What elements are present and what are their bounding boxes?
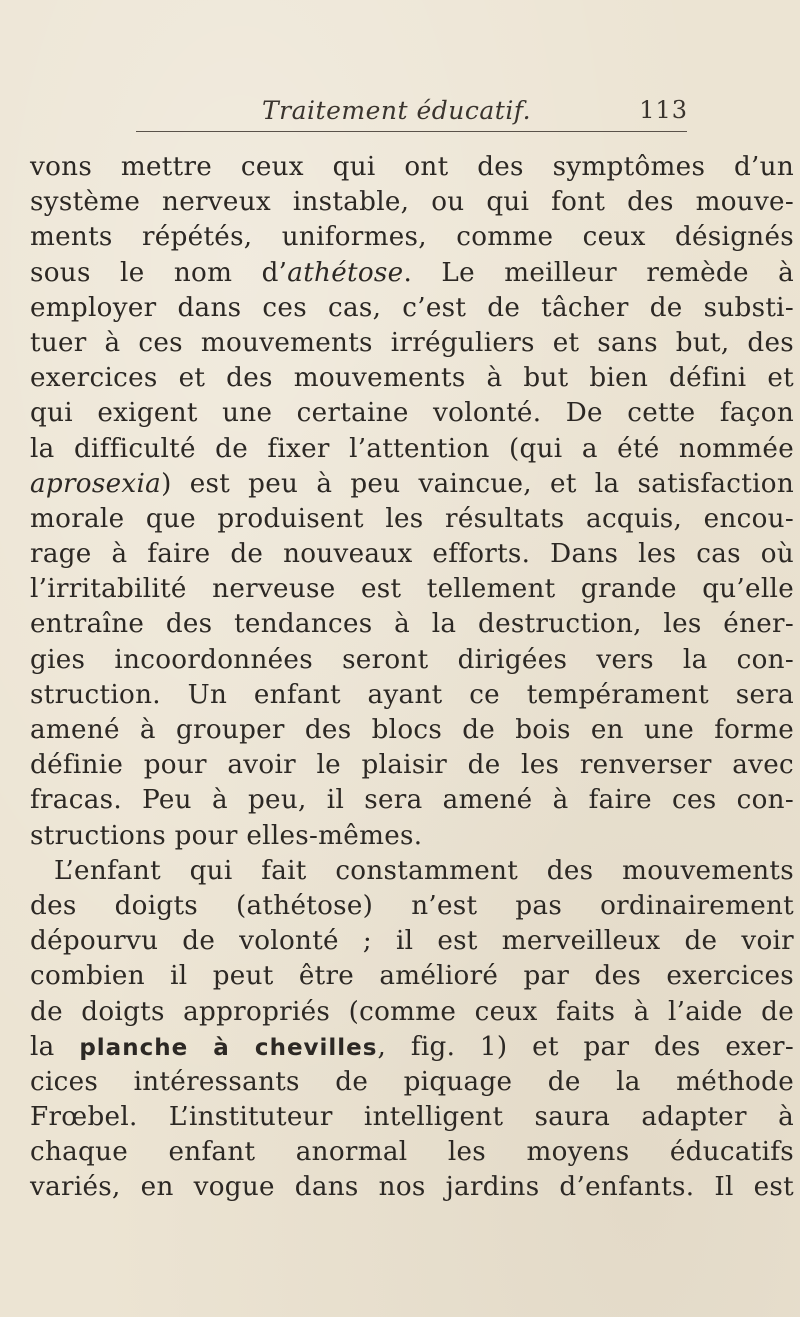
text-line — [30, 995, 794, 1030]
text-line — [30, 643, 794, 678]
text-segment: cices intéressants de piquage de la méthode — [30, 1066, 794, 1097]
header-rule — [136, 131, 687, 132]
text-line — [30, 150, 794, 185]
text-line — [30, 396, 794, 431]
text-segment: tuer à ces mouvements irréguliers et sans but, des — [30, 327, 794, 358]
text-segment: de doigts appropriés (comme ceux faits à l’aide de — [30, 996, 794, 1027]
text-line — [30, 361, 794, 396]
text-segment: définie pour avoir le plaisir de les renverser avec — [30, 750, 794, 781]
text-line — [30, 819, 794, 854]
text-line — [30, 537, 794, 572]
text-line — [30, 572, 794, 607]
text-segment: gies incoordonnées seront dirigées vers la con- — [30, 644, 794, 675]
text-line — [30, 220, 794, 255]
text-segment: morale que produisent les résultats acquis, encou- — [30, 503, 794, 534]
text-segment: chaque enfant anormal les moyens éducatifs — [30, 1137, 794, 1168]
text-segment: l’irritabilité nerveuse est tellement grande qu’elle — [30, 574, 794, 605]
text-line — [30, 748, 794, 783]
text-line — [30, 607, 794, 642]
text-line — [30, 1100, 794, 1135]
text-segment: structions pour elles-mêmes. — [30, 820, 423, 851]
text-line — [30, 959, 794, 994]
text-segment: ments répétés, uniformes, comme ceux désignés — [30, 222, 794, 253]
text-segment: , fig. 1) et par des exer- — [377, 1031, 794, 1062]
text-line — [30, 889, 794, 924]
text-segment: L’enfant qui fait constamment des mouvements — [54, 855, 794, 886]
text-line — [30, 1135, 794, 1170]
text-line — [30, 467, 794, 502]
italic-term: athétose — [287, 257, 404, 288]
page-number: 113 — [639, 96, 688, 124]
emphasized-term: planche à chevilles — [79, 1034, 378, 1061]
text-line — [30, 924, 794, 959]
text-segment: struction. Un enfant ayant ce tempérament sera — [30, 679, 794, 710]
text-segment: . Le meilleur remède à — [403, 257, 795, 288]
text-segment: système nerveux instable, ou qui font des mouve- — [30, 187, 794, 218]
text-segment: dépourvu de volonté ; il est merveilleux de voir — [30, 926, 794, 957]
text-segment: la difficulté de fixer l’attention (qui a été nommée — [30, 433, 794, 464]
body-text — [30, 150, 795, 1206]
text-segment: rage à faire de nouveaux efforts. Dans les cas où — [30, 539, 794, 570]
text-segment: des doigts (athétose) n’est pas ordinairement — [30, 890, 794, 921]
text-line — [30, 291, 794, 326]
text-line — [30, 256, 794, 291]
page-header — [248, 96, 688, 130]
text-line — [30, 1170, 794, 1205]
text-segment: variés, en vogue dans nos jardins d’enfants. Il est — [30, 1172, 794, 1203]
text-line — [30, 326, 794, 361]
text-segment: la — [30, 1031, 80, 1062]
text-line — [30, 1065, 794, 1100]
text-segment: entraîne des tendances à la destruction, les éner- — [30, 609, 794, 640]
text-segment: employer dans ces cas, c’est de tâcher de substi- — [30, 292, 794, 323]
text-line — [30, 185, 794, 220]
text-segment: vons mettre ceux qui ont des symptômes d’un — [30, 152, 794, 182]
text-segment: amené à grouper des blocs de bois en une forme — [30, 715, 794, 745]
italic-term: aprosexia — [30, 468, 162, 499]
text-line — [30, 783, 794, 818]
text-line — [30, 678, 794, 713]
text-segment: fracas. Peu à peu, il sera amené à faire ces con- — [30, 785, 794, 816]
text-segment: combien il peut être amélioré par des exercices — [30, 961, 794, 992]
text-segment: qui exigent une certaine volonté. De cette façon — [30, 398, 794, 429]
text-line — [30, 854, 794, 889]
text-segment: ) est peu à peu vaincue, et la satisfaction — [161, 468, 794, 499]
text-line — [30, 1030, 794, 1065]
text-segment: exercices et des mouvements à but bien défini et — [30, 363, 794, 394]
text-segment: sous le nom d’ — [30, 257, 288, 288]
text-line — [30, 432, 794, 467]
running-title: Traitement éducatif. — [262, 96, 532, 125]
text-line — [30, 713, 794, 748]
text-segment: Frœbel. L’instituteur intelligent saura adapter à — [30, 1102, 794, 1133]
text-line — [30, 502, 794, 537]
